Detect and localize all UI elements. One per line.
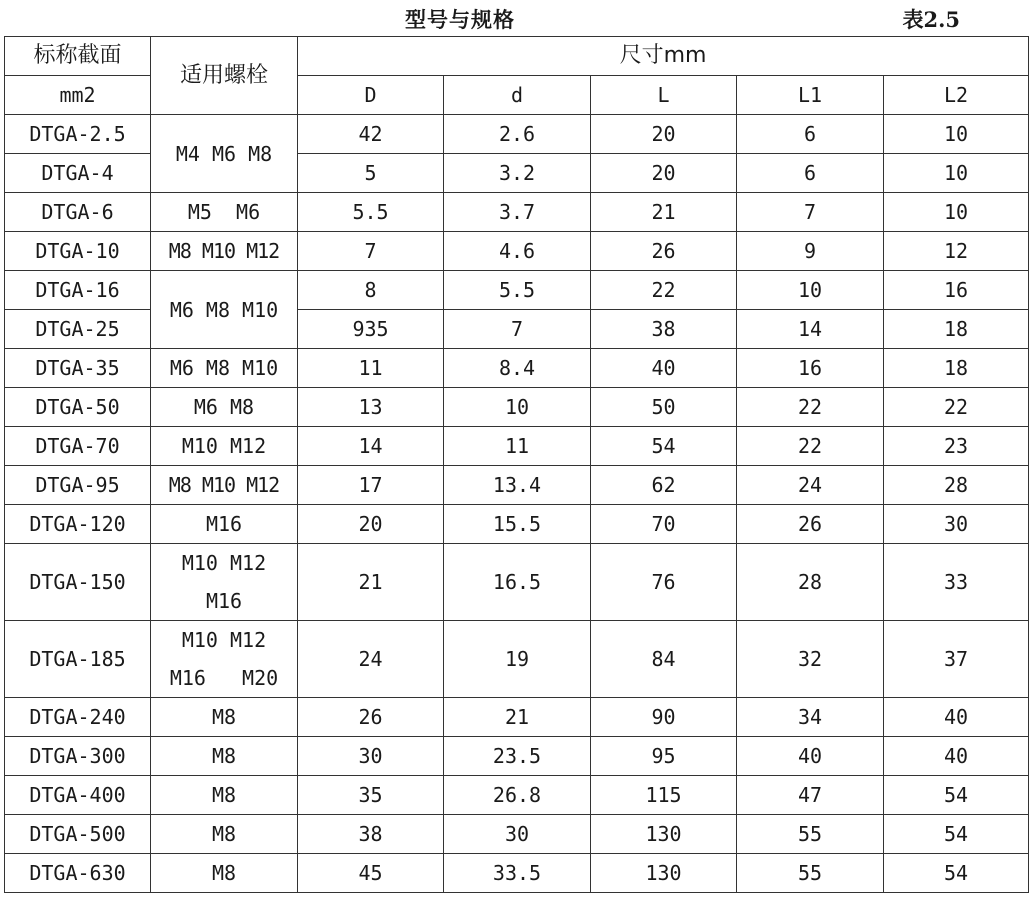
spec-table [4, 36, 1029, 893]
cell-model: DTGA-150 [5, 544, 151, 621]
cell-d: 8.4 [444, 349, 591, 388]
cell-bolt: M8 [151, 698, 298, 737]
cell-D: 5.5 [298, 193, 444, 232]
cell-model: DTGA-500 [5, 815, 151, 854]
header-row-1 [5, 37, 1029, 76]
cell-model: DTGA-240 [5, 698, 151, 737]
cell-model: DTGA-185 [5, 621, 151, 698]
table-row [5, 349, 1029, 388]
cell-d: 26.8 [444, 776, 591, 815]
cell-L2: 18 [884, 349, 1029, 388]
cell-D: 26 [298, 698, 444, 737]
cell-d: 7 [444, 310, 591, 349]
cell-bolt: M6 M8 M10 [151, 349, 298, 388]
table-row [5, 388, 1029, 427]
cell-bolt: M10 M12 [151, 427, 298, 466]
header-L: L [591, 76, 737, 115]
cell-bolt: M16 [151, 505, 298, 544]
cell-bolt-line2: M16 [205, 589, 243, 613]
cell-L: 76 [591, 544, 737, 621]
cell-L1: 22 [737, 388, 884, 427]
cell-model: DTGA-6 [5, 193, 151, 232]
cell-L2: 40 [884, 698, 1029, 737]
cell-model: DTGA-50 [5, 388, 151, 427]
cell-bolt: M5 M6 [151, 193, 298, 232]
table-row [5, 505, 1029, 544]
cell-L: 26 [591, 232, 737, 271]
cell-model: DTGA-95 [5, 466, 151, 505]
cell-bolt-line2: M16 M20 [169, 666, 279, 690]
cell-L1: 28 [737, 544, 884, 621]
title-row [0, 0, 1032, 36]
cell-L: 40 [591, 349, 737, 388]
cell-bolt: M8 M10 M12 [151, 466, 298, 505]
header-bolt: 适用螺栓 [151, 37, 298, 115]
cell-d: 4.6 [444, 232, 591, 271]
cell-model: DTGA-400 [5, 776, 151, 815]
cell-D: 14 [298, 427, 444, 466]
cell-bolt: M8 M10 M12 [151, 232, 298, 271]
cell-model: DTGA-10 [5, 232, 151, 271]
cell-model: DTGA-630 [5, 854, 151, 893]
cell-L: 130 [591, 854, 737, 893]
table-row [5, 815, 1029, 854]
table-row [5, 232, 1029, 271]
cell-L2: 37 [884, 621, 1029, 698]
table-row [5, 698, 1029, 737]
cell-d: 10 [444, 388, 591, 427]
cell-bolt: M6 M8 [151, 388, 298, 427]
cell-d: 23.5 [444, 737, 591, 776]
cell-D: 17 [298, 466, 444, 505]
cell-d: 13.4 [444, 466, 591, 505]
cell-L: 90 [591, 698, 737, 737]
cell-d: 3.7 [444, 193, 591, 232]
table-row [5, 776, 1029, 815]
cell-model: DTGA-25 [5, 310, 151, 349]
cell-L2: 40 [884, 737, 1029, 776]
cell-D: 935 [298, 310, 444, 349]
header-d: d [444, 76, 591, 115]
cell-D: 5 [298, 154, 444, 193]
cell-L: 50 [591, 388, 737, 427]
header-D: D [298, 76, 444, 115]
cell-L2: 10 [884, 193, 1029, 232]
cell-D: 20 [298, 505, 444, 544]
cell-L: 38 [591, 310, 737, 349]
cell-model: DTGA-4 [5, 154, 151, 193]
cell-L2: 10 [884, 154, 1029, 193]
cell-D: 7 [298, 232, 444, 271]
cell-model: DTGA-2.5 [5, 115, 151, 154]
cell-d: 33.5 [444, 854, 591, 893]
cell-L2: 30 [884, 505, 1029, 544]
cell-L1: 16 [737, 349, 884, 388]
cell-L1: 9 [737, 232, 884, 271]
table-row [5, 544, 1029, 621]
cell-L: 115 [591, 776, 737, 815]
cell-L: 70 [591, 505, 737, 544]
cell-L2: 28 [884, 466, 1029, 505]
cell-L2: 54 [884, 815, 1029, 854]
cell-D: 21 [298, 544, 444, 621]
cell-d: 11 [444, 427, 591, 466]
cell-D: 45 [298, 854, 444, 893]
cell-L2: 22 [884, 388, 1029, 427]
header-unit: mm2 [5, 76, 151, 115]
cell-d: 15.5 [444, 505, 591, 544]
cell-bolt-line1: M10 M12 [181, 551, 267, 575]
cell-L2: 54 [884, 854, 1029, 893]
header-L1: L1 [737, 76, 884, 115]
cell-L1: 6 [737, 154, 884, 193]
cell-L1: 6 [737, 115, 884, 154]
cell-d: 2.6 [444, 115, 591, 154]
table-row [5, 737, 1029, 776]
cell-L1: 34 [737, 698, 884, 737]
cell-d: 16.5 [444, 544, 591, 621]
cell-L: 22 [591, 271, 737, 310]
cell-L: 84 [591, 621, 737, 698]
cell-L1: 10 [737, 271, 884, 310]
cell-L: 21 [591, 193, 737, 232]
cell-L: 95 [591, 737, 737, 776]
cell-D: 8 [298, 271, 444, 310]
header-dimensions: 尺寸mm [298, 37, 1029, 76]
cell-L1: 55 [737, 815, 884, 854]
cell-L2: 18 [884, 310, 1029, 349]
cell-L: 130 [591, 815, 737, 854]
cell-L2: 12 [884, 232, 1029, 271]
cell-model: DTGA-35 [5, 349, 151, 388]
table-row [5, 466, 1029, 505]
table-row [5, 854, 1029, 893]
table-title: 型号与规格 [405, 8, 515, 32]
cell-d: 30 [444, 815, 591, 854]
cell-bolt: M8 [151, 737, 298, 776]
cell-model: DTGA-16 [5, 271, 151, 310]
cell-model: DTGA-120 [5, 505, 151, 544]
cell-L1: 24 [737, 466, 884, 505]
cell-D: 13 [298, 388, 444, 427]
cell-L2: 54 [884, 776, 1029, 815]
cell-bolt: M8 [151, 854, 298, 893]
cell-L1: 47 [737, 776, 884, 815]
cell-L1: 40 [737, 737, 884, 776]
cell-model: DTGA-300 [5, 737, 151, 776]
cell-L: 20 [591, 115, 737, 154]
table-number: 表2.5 [902, 7, 960, 32]
cell-L1: 22 [737, 427, 884, 466]
cell-D: 35 [298, 776, 444, 815]
cell-L2: 23 [884, 427, 1029, 466]
table-row [5, 271, 1029, 310]
cell-D: 30 [298, 737, 444, 776]
cell-D: 24 [298, 621, 444, 698]
cell-D: 11 [298, 349, 444, 388]
cell-L: 20 [591, 154, 737, 193]
cell-bolt-line1: M10 M12 [181, 628, 267, 652]
cell-L: 54 [591, 427, 737, 466]
header-nominal-section: 标称截面 [5, 37, 151, 76]
cell-bolt: M8 [151, 815, 298, 854]
cell-L2: 16 [884, 271, 1029, 310]
cell-bolt [151, 621, 298, 698]
cell-L1: 14 [737, 310, 884, 349]
table-row [5, 427, 1029, 466]
cell-d: 5.5 [444, 271, 591, 310]
cell-L: 62 [591, 466, 737, 505]
cell-bolt: M8 [151, 776, 298, 815]
table-row [5, 115, 1029, 154]
cell-bolt [151, 544, 298, 621]
cell-L1: 7 [737, 193, 884, 232]
cell-d: 3.2 [444, 154, 591, 193]
table-row [5, 193, 1029, 232]
cell-bolt: M4 M6 M8 [151, 115, 298, 193]
cell-L1: 26 [737, 505, 884, 544]
cell-bolt: M6 M8 M10 [151, 271, 298, 349]
cell-model: DTGA-70 [5, 427, 151, 466]
table-row [5, 621, 1029, 698]
cell-L1: 32 [737, 621, 884, 698]
cell-d: 21 [444, 698, 591, 737]
cell-L2: 33 [884, 544, 1029, 621]
cell-L2: 10 [884, 115, 1029, 154]
cell-D: 38 [298, 815, 444, 854]
cell-L1: 55 [737, 854, 884, 893]
cell-d: 19 [444, 621, 591, 698]
cell-D: 42 [298, 115, 444, 154]
header-L2: L2 [884, 76, 1029, 115]
